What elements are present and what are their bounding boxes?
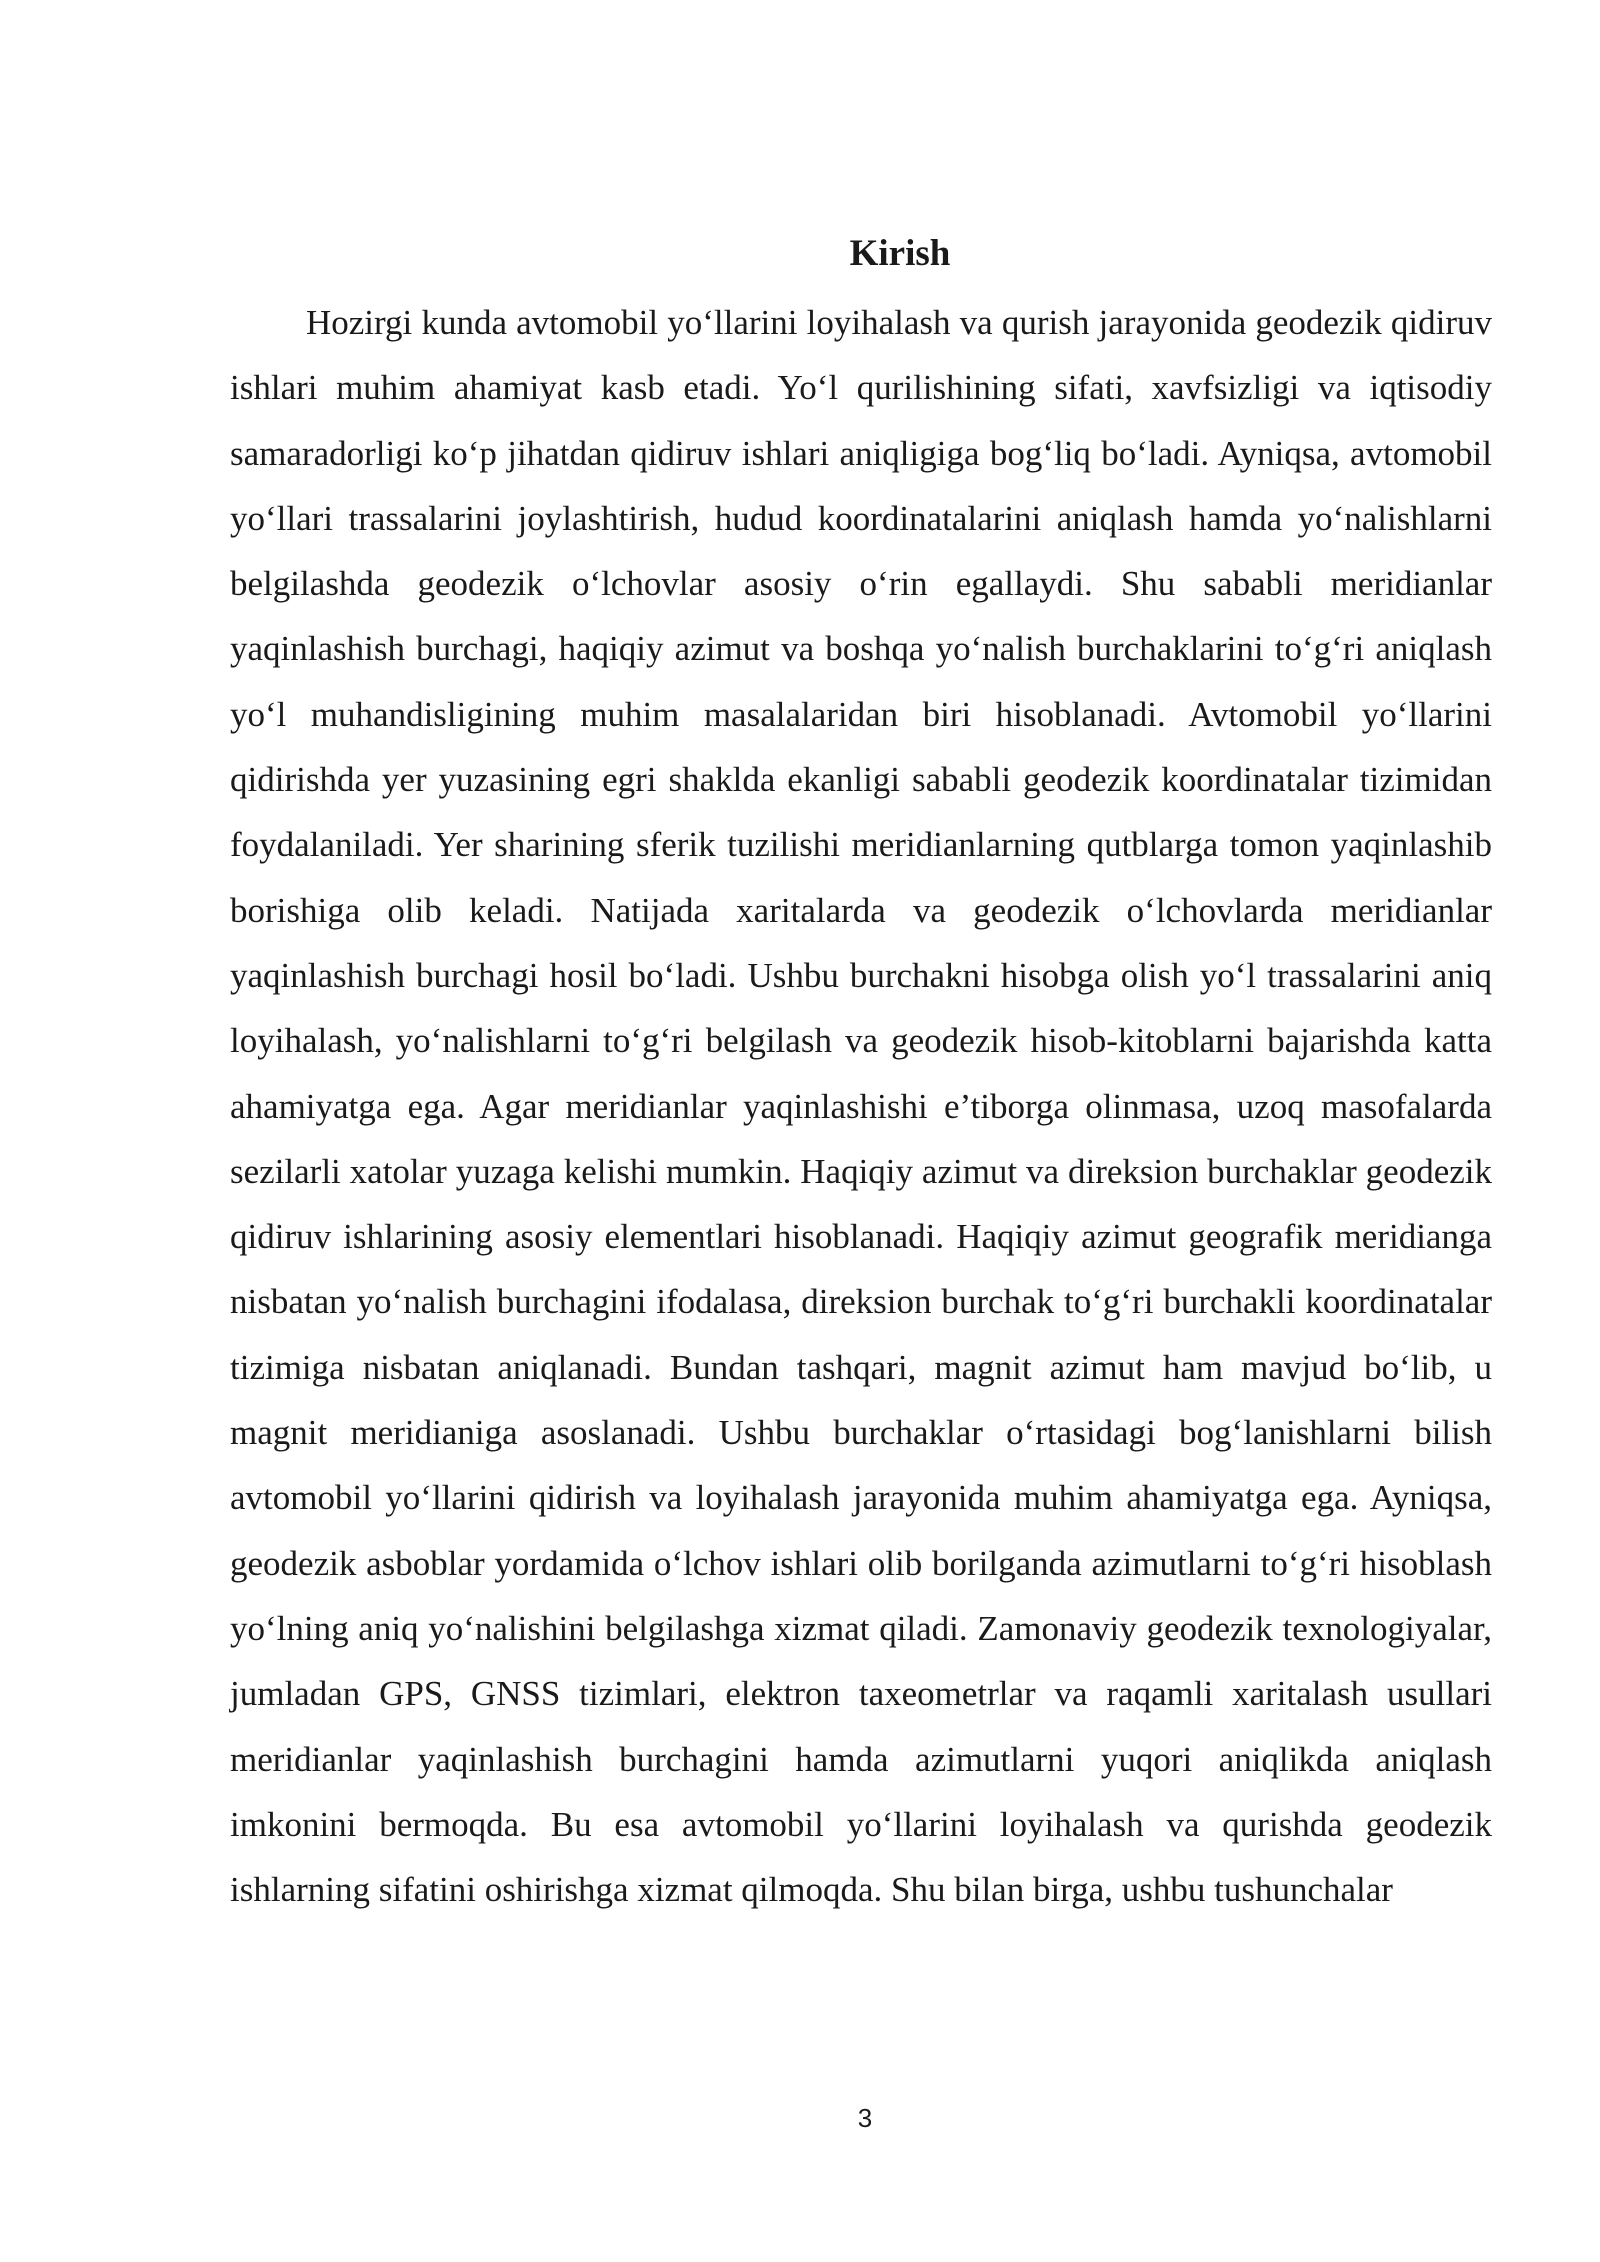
section-heading: Kirish — [849, 233, 951, 274]
body-paragraph: Hozirgi kunda avtomobil yo‘llarini loyihalash va qurish jarayonida geodezik qidiruv ishlari muhim ahamiyat kasb etadi. Yo‘l qurilishining sifati, xavfsizligi va iqtisodiy samaradorligi ko‘p jihatdan qidiruv ishlari aniqligiga bog‘liq bo‘ladi. Ayniqsa, avtomobil yo‘llari trassalarini joylashtirish, hudud koordinatalarini aniqlash hamda yo‘nalishlarni belgilashda geodezik o‘lchovlar asosiy o‘rin egallaydi. Shu sababli meridianlar yaqinlashish burchagi, haqiqiy azimut va boshqa yo‘nalish burchaklarini to‘g‘ri aniqlash yo‘l muhandisligining muhim masalalaridan biri hisoblanadi. Avtomobil yo‘llarini qidirishda yer yuzasining egri shaklda ekanligi sababli geodezik koordinatalar tizimidan foydalaniladi. Yer sharining sferik tuzilishi meridianlarning qutblarga tomon yaqinlashib borishiga olib keladi. Natijada xaritalarda va geodezik o‘lchovlarda meridianlar yaqinlashish burchagi hosil bo‘ladi. Ushbu burchakni hisobga olish yo‘l trassalarini aniq loyihalash, yo‘nalishlarni to‘g‘ri belgilash va geodezik hisob-kitoblarni bajarishda katta ahamiyatga ega. Agar meridianlar yaqinlashishi e’tiborga olinmasa, uzoq masofalarda sezilarli xatolar yuzaga kelishi mumkin. Haqiqiy azimut va direksion burchaklar geodezik qidiruv ishlarining asosiy elementlari hisoblanadi. Haqiqiy azimut geografik meridianga nisbatan yo‘nalish burchagini ifodalasa, direksion burchak to‘g‘ri burchakli koordinatalar tizimiga nisbatan aniqlanadi. Bundan tashqari, magnit azimut ham mavjud bo‘lib, u magnit meridianiga asoslanadi. Ushbu burchaklar o‘rtasidagi bog‘lanishlarni bilish avtomobil yo‘llarini qidirish va loyihalash jarayonida muhim ahamiyatga ega. Ayniqsa, geodezik asboblar yordamida o‘lchov ishlari olib borilganda azimutlarni to‘g‘ri hisoblash yo‘lning aniq yo‘nalishini belgilashga xizmat qiladi. Zamonaviy geodezik texnologiyalar, jumladan GPS, GNSS tizimlari, elektron taxeometrlar va raqamli xaritalash usullari meridianlar yaqinlashish burchagini hamda azimutlarni yuqori aniqlikda aniqlash imkonini bermoqda. Bu esa avtomobil yo‘llarini loyihalash va qurishda geodezik ishlarning sifatini oshirishga xizmat qilmoqda. Shu bilan birga, ushbu tushunchalar — [230, 303, 1492, 1910]
page-number: 3 — [857, 2103, 873, 2133]
